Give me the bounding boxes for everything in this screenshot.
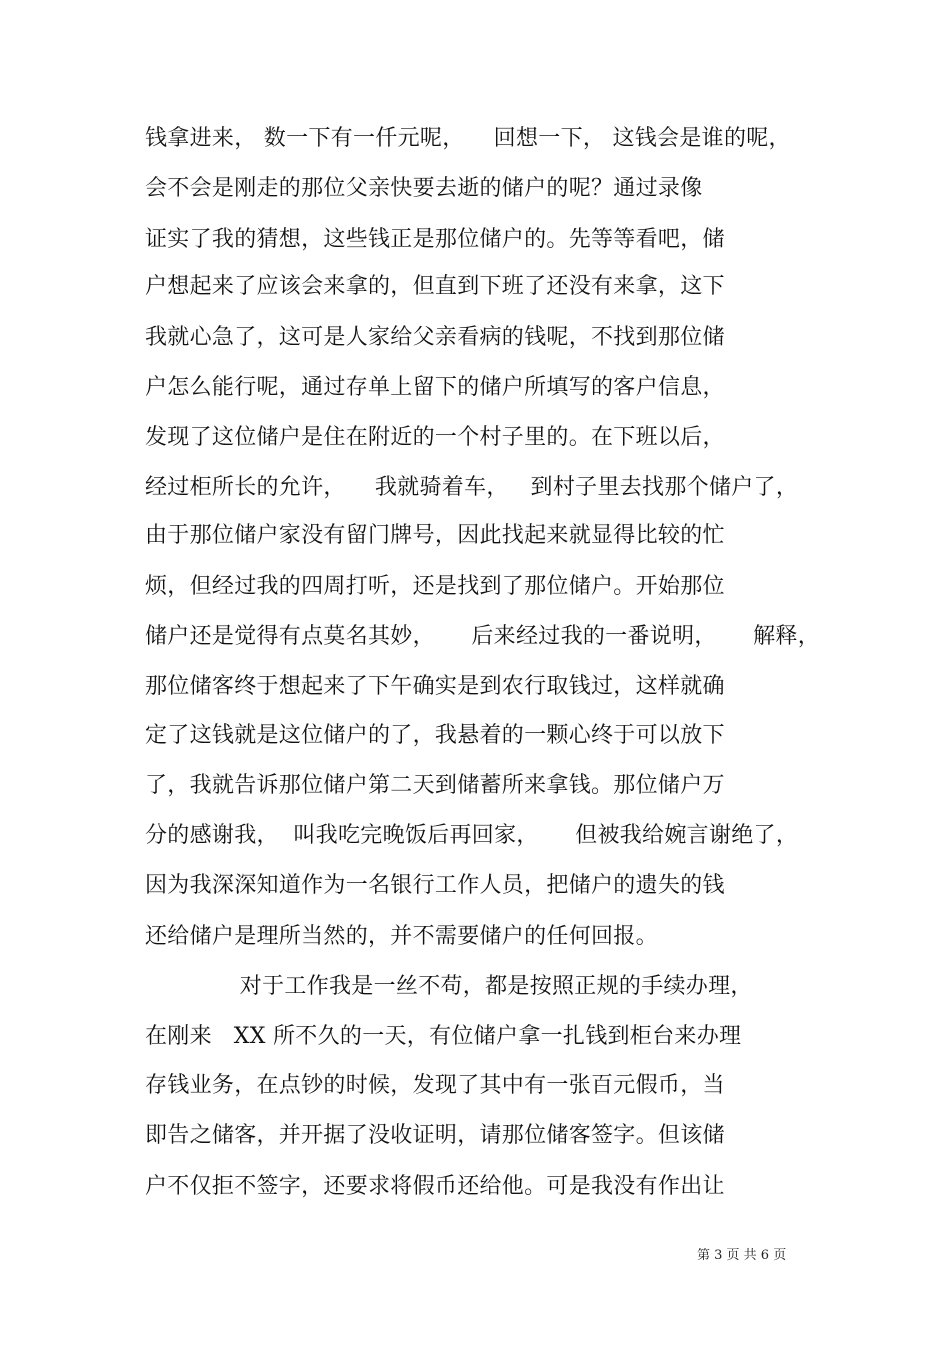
- body-text-line: 因为我深深知道作为一名银行工作人员，把储户的遗失的钱: [145, 873, 725, 898]
- body-text-line: 发现了这位储户是住在附近的一个村子里的。在下班以后，: [145, 425, 725, 450]
- body-text-line: 会不会是刚走的那位父亲快要去逝的储户的呢？通过录像: [145, 176, 703, 201]
- body-text-line: 我就心急了，这可是人家给父亲看病的钱呢，不找到那位储: [145, 325, 725, 350]
- body-text-line: 户怎么能行呢，通过存单上留下的储户所填写的客户信息，: [145, 375, 725, 400]
- body-text-line: 经过柜所长的允许， 我就骑着车， 到村子里去找那个储户了，: [145, 475, 799, 500]
- body-text-line: 定了这钱就是这位储户的了，我悬着的一颗心终于可以放下: [145, 723, 725, 748]
- page-number-footer: 第 3 页 共 6 页: [697, 1248, 787, 1263]
- body-text-line: 还给储户是理所当然的，并不需要储户的任何回报。: [145, 924, 658, 949]
- body-text-line: 分的感谢我， 叫我吃完晚饭后再回家， 但被我给婉言谢绝了，: [145, 823, 799, 848]
- body-text-line: 即告之储客，并开据了没收证明，请那位储客签字。但该储: [145, 1123, 725, 1148]
- body-text-line: 储户还是觉得有点莫名其妙， 后来经过我的一番说明， 解释，: [145, 624, 821, 649]
- body-text-line: 户想起来了应该会来拿的，但直到下班了还没有来拿，这下: [145, 274, 725, 299]
- body-text-line: 了，我就告诉那位储户第二天到储蓄所来拿钱。那位储户万: [145, 773, 725, 798]
- body-text-line: 那位储客终于想起来了下午确实是到农行取钱过，这样就确: [145, 674, 725, 699]
- body-text-line: 户不仅拒不签字，还要求将假币还给他。可是我没有作出让: [145, 1174, 725, 1199]
- body-text-line: 对于工作我是一丝不苟，都是按照正规的手续办理，: [145, 974, 753, 999]
- body-text-line: 烦，但经过我的四周打听，还是找到了那位储户。开始那位: [145, 574, 725, 599]
- body-text-line: 钱拿进来， 数一下有一仟元呢， 回想一下， 这钱会是谁的呢，: [145, 126, 791, 151]
- body-text-line: 由于那位储户家没有留门牌号，因此找起来就显得比较的忙: [145, 523, 725, 548]
- body-text-line: 存钱业务，在点钞的时候，发现了其中有一张百元假币，当: [145, 1073, 725, 1098]
- body-text-line: 在刚来 XX 所不久的一天，有位储户拿一扎钱到柜台来办理: [145, 1024, 742, 1049]
- body-text-line: 证实了我的猜想，这些钱正是那位储户的。先等等看吧，储: [145, 227, 725, 252]
